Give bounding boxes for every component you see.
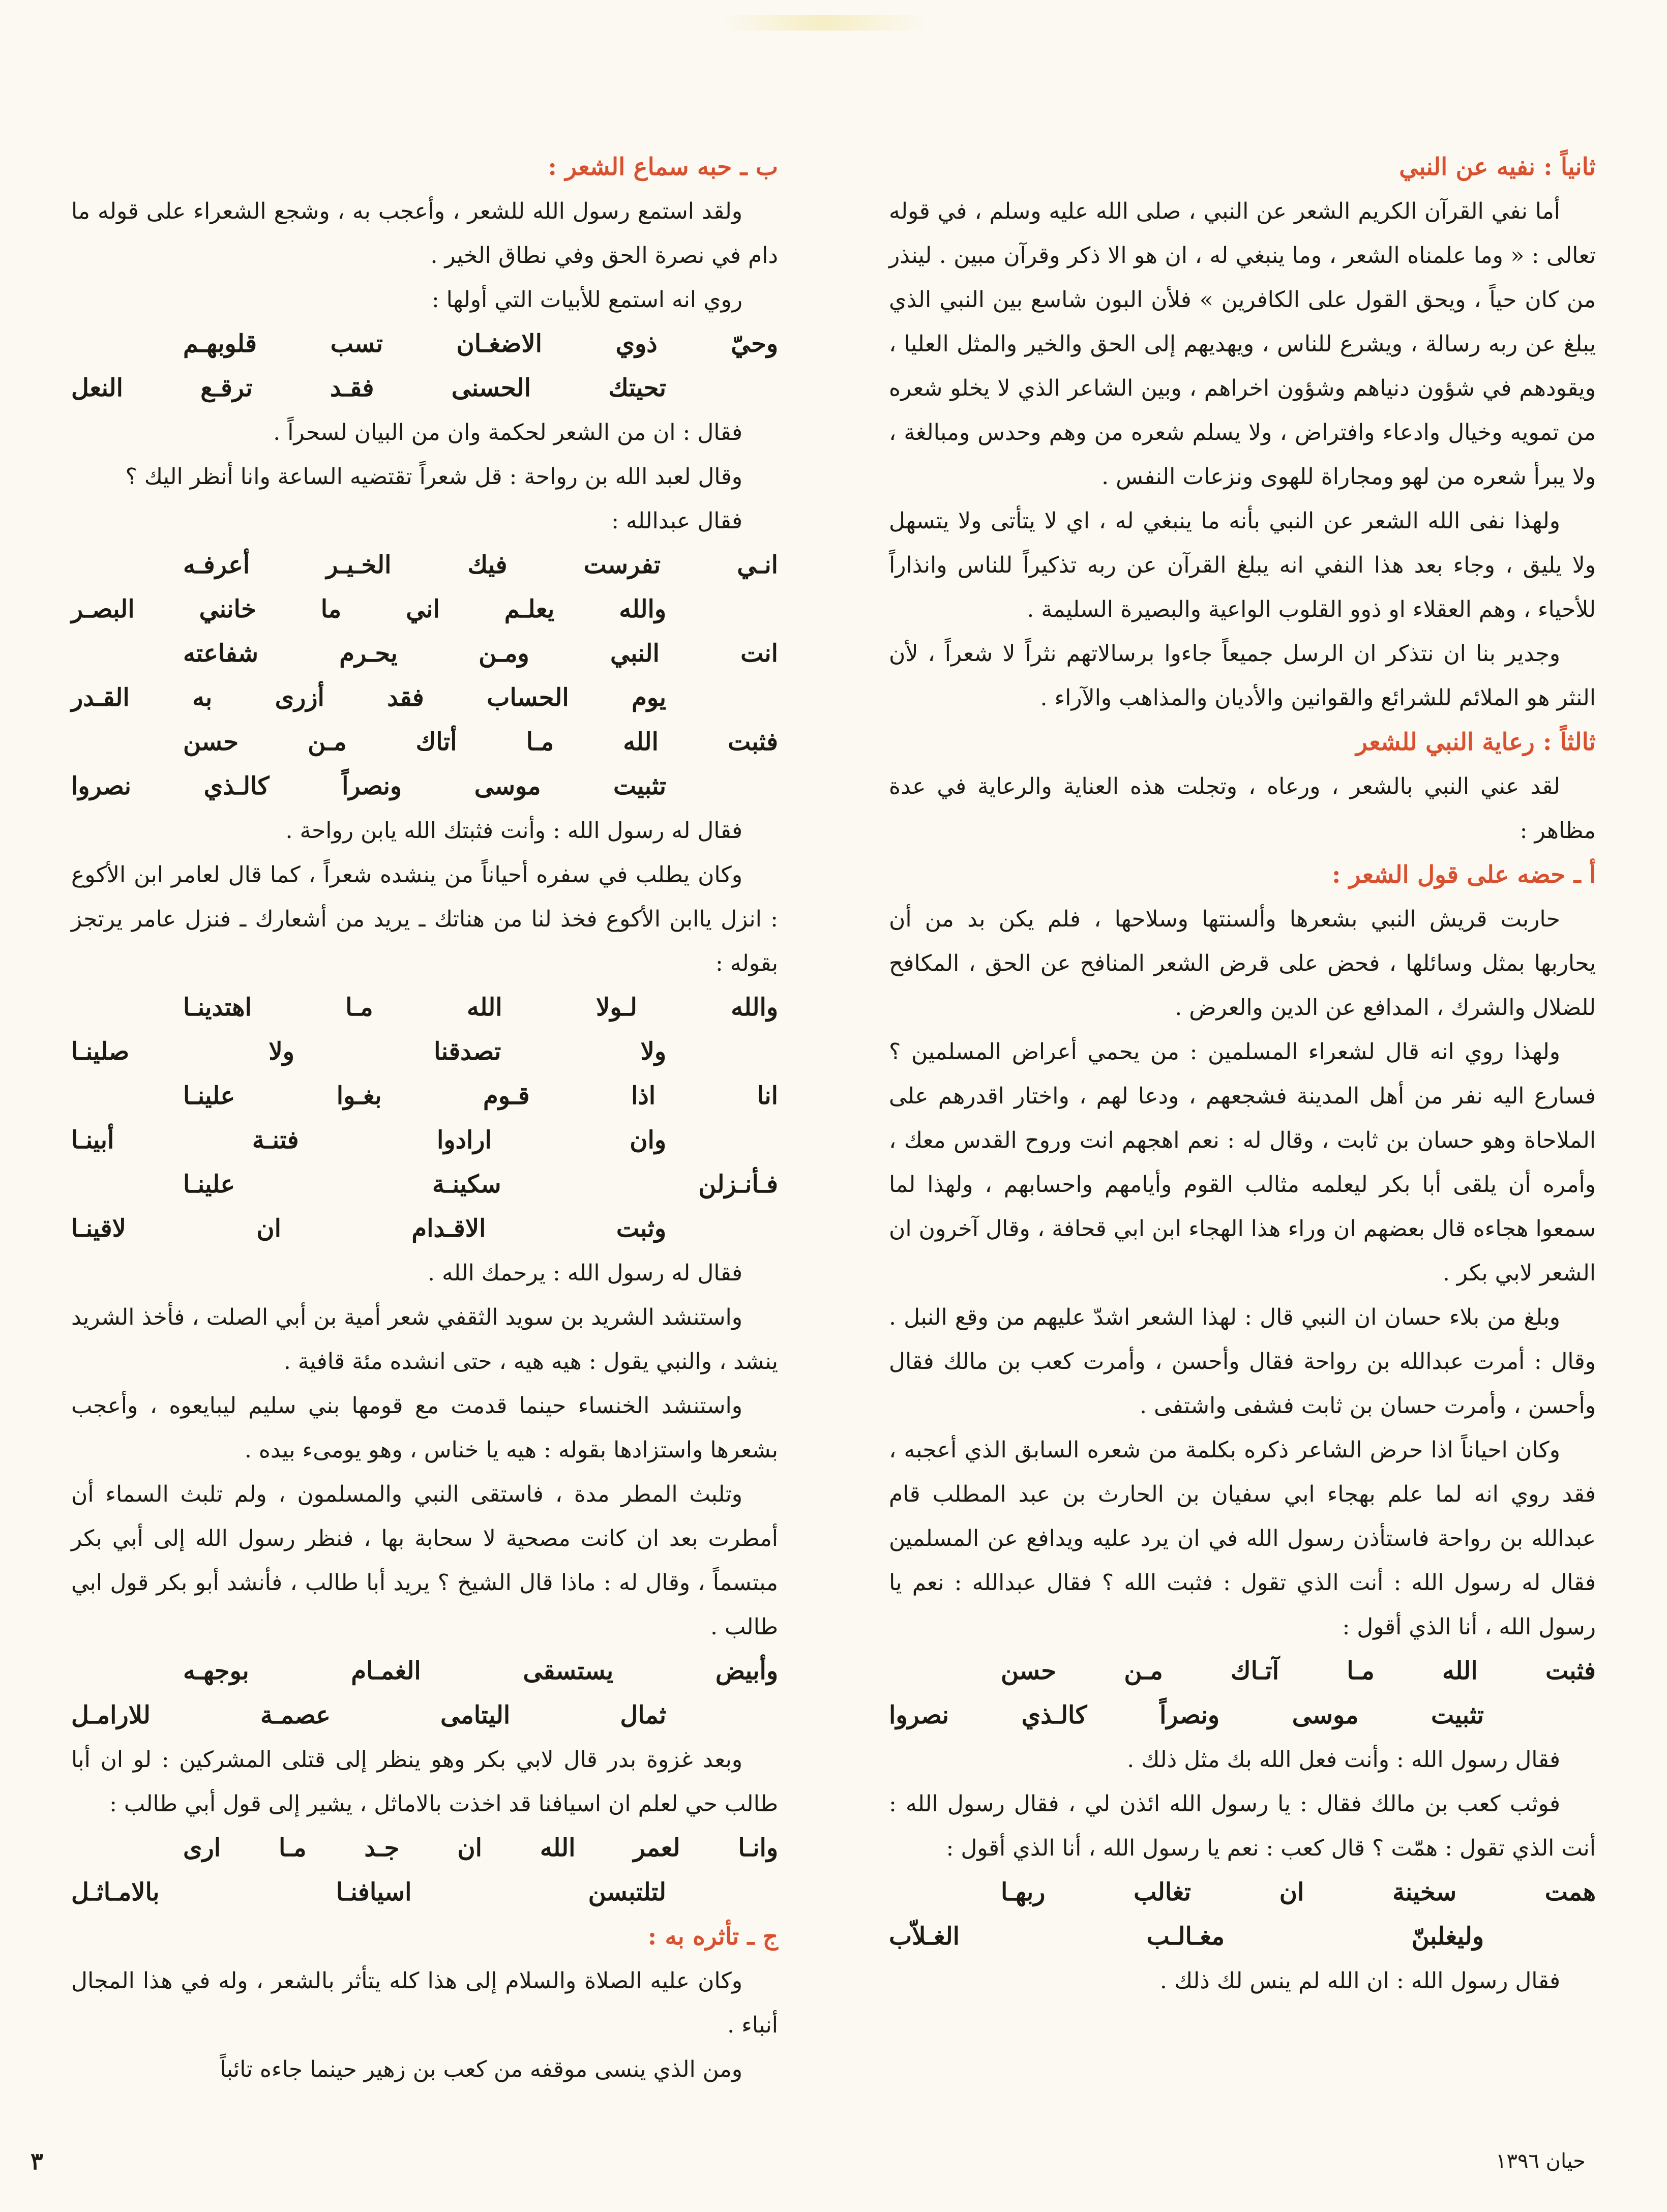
paragraph: وقال لعبد الله بن رواحة : قل شعراً تقتضيه الساعة وانا أنظر اليك ؟ <box>125 464 742 490</box>
issue-label: حيان ١٣٩٦ <box>1495 2149 1586 2173</box>
verse-hemistich-second: يوم الحساب فقد أزرى به القـدر <box>71 683 666 712</box>
verse-hemistich-first: همت سخينة ان تغالب ربهـا <box>1001 1878 1596 1906</box>
verse-hemistich-first: انـي تفرست فيك الخـيـر أعرفـه <box>183 551 778 579</box>
verse-hemistich-second: ثمال اليتامى عصمـة للارامـل <box>71 1701 666 1729</box>
left-column <box>71 145 778 2091</box>
section-heading: ب ـ حبه سماع الشعر : <box>548 153 778 181</box>
paragraph: فقال : ان من الشعر لحكمة وان من البيان لسحراً . <box>273 420 742 445</box>
paragraph: واستنشد الخنساء حينما قدمت مع قومها بني سليم ليبايعوه ، وأعجب بشعرها واستزادها بقوله : هيه يا خناس ، وهو يومىء بيده . <box>71 1393 778 1463</box>
paragraph: وبعد غزوة بدر قال لابي بكر وهو ينظر إلى قتلى المشركين : لو ان أبا طالب حي لعلم ان اسيافنا قد اخذت بالاماثل ، يشير إلى قول أبي طالب : <box>71 1747 778 1817</box>
paragraph: وكان يطلب في سفره أحياناً من ينشده شعراً ، كما قال لعامر ابن الأكوع : انزل ياابن الأكوع فخذ لنا من هناتك ـ يريد من أشعارك ـ فنزل عامر يرتجز بقوله : <box>71 862 778 976</box>
paragraph: ولقد استمع رسول الله للشعر ، وأعجب به ، وشجع الشعراء على قوله ما دام في نصرة الحق وفي نطاق الخير . <box>71 198 778 268</box>
verse-hemistich-second: تثبيت موسى ونصراً كالـذي نصروا <box>71 772 666 800</box>
paragraph: واستنشد الشريد بن سويد الثقفي شعر أمية بن أبي الصلت ، فأخذ الشريد ينشد ، والنبي يقول : هيه هيه ، حتى انشده مئة قافية . <box>71 1304 778 1374</box>
verse-hemistich-second: وثبت الاقـدام ان لاقينـا <box>71 1214 666 1243</box>
paragraph: وجدير بنا ان نتذكر ان الرسل جميعاً جاءوا برسالاتهم نثراً لا شعراً ، لأن النثر هو الملائم للشرائع والقوانين والأديان والمذاهب والآراء . <box>889 641 1596 711</box>
verse-hemistich-first: انا اذا قـوم بغـوا علينـا <box>183 1082 778 1110</box>
verse-hemistich-first: فـأنـزلن سكينـة علينـا <box>183 1170 778 1199</box>
section-heading: أ ـ حضه على قول الشعر : <box>1332 861 1596 889</box>
paragraph: وبلغ من بلاء حسان ان النبي قال : لهذا الشعر اشدّ عليهم من وقع النبل . وقال : أمرت عبدالله بن رواحة فقال وأحسن ، وأمرت كعب بن مالك فقال وأحسن ، وأمرت حسان بن ثابت فشفى واشتفى . <box>889 1304 1596 1419</box>
verse-hemistich-first: وأبيض يستسقى الغمـام بوجهـه <box>183 1657 778 1685</box>
paragraph: وتلبث المطر مدة ، فاستقى النبي والمسلمون ، ولم تلبث السماء أن أمطرت بعد ان كانت مصحية لا سحابة بها ، فنظر رسول الله إلى أبي بكر مبتسماً ، وقال له : ماذا قال الشيخ ؟ يريد أبا طالب ، فأنشد أبو بكر قول ابي طالب . <box>71 1481 778 1640</box>
verse-hemistich-first: فثبت الله مـا أتاك مـن حسن <box>183 728 778 756</box>
paragraph: ولهذا نفى الله الشعر عن النبي بأنه ما ينبغي له ، اي لا يتأتى ولا يتسهل ولا يليق ، وجاء بعد هذا النفي انه يبلغ القرآن عن ربه تذكيراً للناس وانذاراً للأحياء ، وهم العقلاء او ذوو القلوب الواعية والبصيرة السليمة . <box>889 508 1596 622</box>
right-column <box>889 145 1596 2003</box>
section-heading: ثالثاً : رعاية النبي للشعر <box>1356 728 1596 756</box>
paragraph: وكان احياناً اذا حرض الشاعر ذكره بكلمة من شعره السابق الذي أعجبه ، فقد روي انه لما علم بهجاء ابي سفيان بن الحارث بن عبد المطلب قام عبدالله بن رواحة فاستأذن رسول الله في ان يرد عليه ويدافع عن المسلمين فقال له رسول الله : أنت الذي تقول : فثبت الله ؟ فقال عبدالله : نعم يا رسول الله ، أنا الذي أقول : <box>889 1437 1596 1640</box>
verse-hemistich-second: تثبيت موسى ونصراً كالـذي نصروا <box>889 1701 1484 1729</box>
paragraph: ولهذا روي انه قال لشعراء المسلمين : من يحمي أعراض المسلمين ؟ فسارع اليه نفر من أهل المدينة فشجعهم ، ودعا لهم ، واختار اقدرهم على الملاحاة وهو حسان بن ثابت ، وقال له : نعم اهجهم انت وروح القدس معك ، وأمره أن يلقى أبا بكر ليعلمه مثالب القوم وأيامهم واحسابهم ، ولهذا لما سمعوا هجاءه قال بعضهم ان وراء هذا الهجاء ابن ابي قحافة ، وقال آخرون ان الشعر لابي بكر . <box>889 1039 1596 1286</box>
paragraph: فقال عبدالله : <box>611 508 742 534</box>
paragraph: أما نفي القرآن الكريم الشعر عن النبي ، صلى الله عليه وسلم ، في قوله تعالى : « وما علمناه الشعر ، وما ينبغي له ، ان هو الا ذكر وقرآن مبين . لينذر من كان حياً ، ويحق القول على الكافرين » فلأن البون شاسع بين النبي الذي يبلغ عن ربه رسالة ، ويشرع للناس ، ويهديهم إلى الحق والخير والمثل العليا ، ويقودهم في شؤون دنياهم وشؤون اخراهم ، وبين الشاعر الذي لا يخلو شعره من تمويه وخيال وادعاء وافتراض ، ولا يسلم شعره من وهم وحدس ومبالغة ، ولا يبرأ شعره من لهو ومجاراة للهوى ونزعات النفس . <box>889 198 1596 490</box>
paragraph: فقال رسول الله : ان الله لم ينس لك ذلك . <box>1159 1968 1560 1994</box>
top-ornament <box>722 15 926 31</box>
paragraph: فقال له رسول الله : يرحمك الله . <box>427 1260 742 1286</box>
page-number: ٣ <box>31 2147 43 2175</box>
verse-hemistich-second: والله يعلـم اني ما خانني البصـر <box>71 595 666 623</box>
paragraph: ومن الذي ينسى موقفه من كعب بن زهير حينما جاءه تائباً <box>220 2056 742 2082</box>
verse-hemistich-second: لتلتبسن اسيافنـا بالامـاثـل <box>71 1878 666 1906</box>
verse-hemistich-first: والله لـولا الله مـا اهتدينـا <box>183 993 778 1022</box>
paragraph: حاربت قريش النبي بشعرها وألسنتها وسلاحها ، فلم يكن بد من أن يحاربها بمثل وسائلها ، فحض على قرض الشعر المنافح عن الحق ، المكافح للضلال والشرك ، المدافع عن الدين والعرض . <box>889 906 1596 1021</box>
paragraph: وكان عليه الصلاة والسلام إلى هذا كله يتأثر بالشعر ، وله في هذا المجال أنباء . <box>71 1968 778 2038</box>
paragraph: روي انه استمع للأبيات التي أولها : <box>431 287 742 313</box>
verse-hemistich-second: تحيتك الحسنى فقـد ترقـع النعل <box>71 374 666 402</box>
section-heading: ج ـ تأثره به : <box>647 1923 778 1951</box>
verse-hemistich-first: انت النبي ومـن يحـرم شفاعته <box>183 639 778 668</box>
verse-hemistich-first: وحيّ ذوي الاضغـان تسب قلوبهـم <box>183 330 778 358</box>
paragraph: فقال له رسول الله : وأنت فثبتك الله يابن رواحة . <box>285 818 742 844</box>
verse-hemistich-second: ولا تصدقنا ولا صلينـا <box>71 1037 666 1066</box>
verse-hemistich-second: وليغلبنّ مغـالـب الغـلاّب <box>889 1922 1484 1951</box>
paragraph: لقد عني النبي بالشعر ، ورعاه ، وتجلت هذه العناية والرعاية في عدة مظاهر : <box>889 773 1596 844</box>
verse-hemistich-first: وانـا لعمر الله ان جـد مـا ارى <box>183 1834 778 1862</box>
paragraph: فقال رسول الله : وأنت فعل الله بك مثل ذلك . <box>1127 1747 1560 1773</box>
section-heading: ثانياً : نفيه عن النبي <box>1399 153 1596 181</box>
paragraph: فوثب كعب بن مالك فقال : يا رسول الله ائذن لي ، فقال رسول الله : أنت الذي تقول : همّت ؟ قال كعب : نعم يا رسول الله ، أنا الذي أقول : <box>889 1791 1596 1861</box>
verse-hemistich-second: وان ارادوا فتنـة أبينـا <box>71 1126 666 1154</box>
verse-hemistich-first: فثبت الله مـا آتـاك مـن حسن <box>1001 1657 1596 1685</box>
